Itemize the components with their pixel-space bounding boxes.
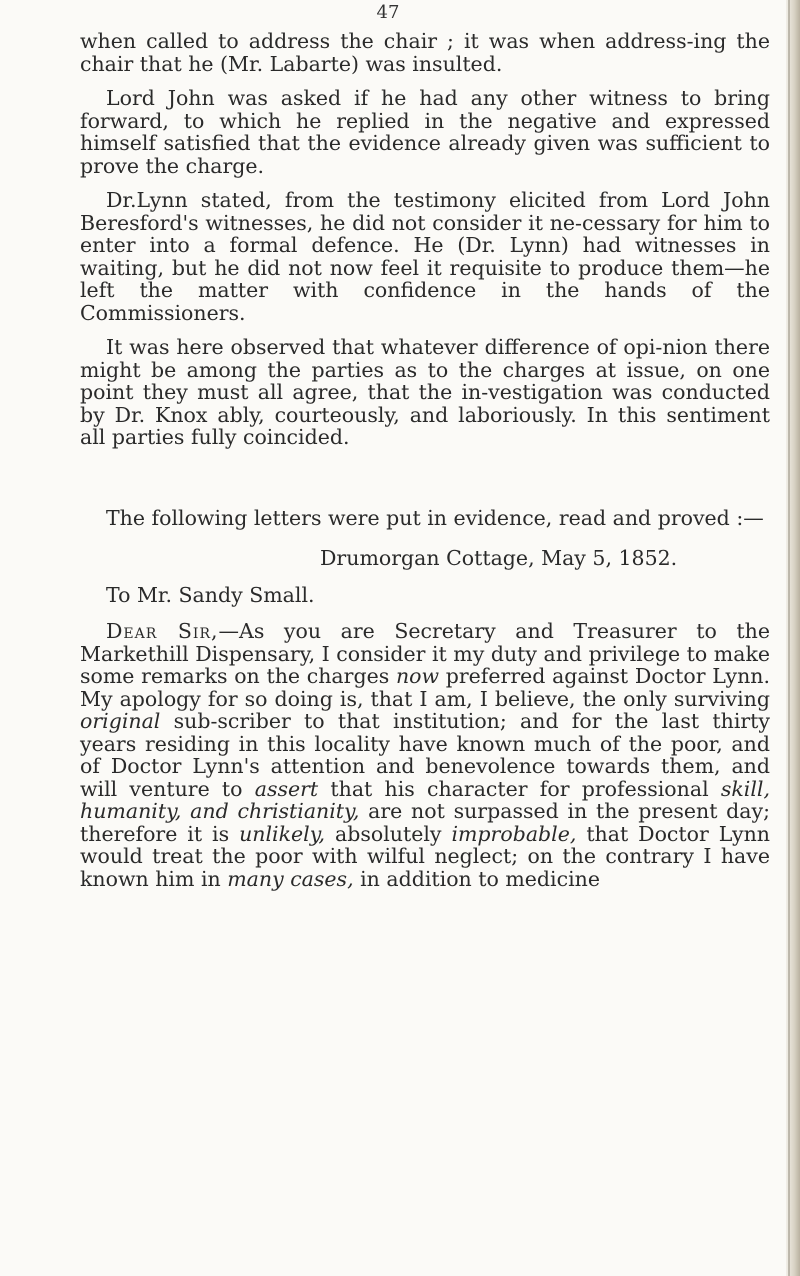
letter-emphasis-2: original xyxy=(80,709,161,733)
letter-salutation: Dear Sir, xyxy=(106,619,219,643)
letter-text-2: preferred against Doctor Lynn. My apology for so doing is, that I am, I believe, the only surviving xyxy=(80,664,770,711)
page-edge-line xyxy=(788,0,790,1276)
letter-emphasis-3: assert xyxy=(254,776,319,801)
letter-text-8: in addition to medicine xyxy=(353,866,600,891)
page-number: 47 xyxy=(376,2,400,23)
letter-dateline: Drumorgan Cottage, May 5, 1852. xyxy=(320,546,678,570)
letter-text-5: are not surpassed in the present day; therefore it is xyxy=(80,799,771,846)
letter-text-3: sub-scriber to that institution; and for the last thirty years residing in this locality have known much of the poor, and of Doctor Lynn's attention and benevolence towards them, and will venture to xyxy=(80,709,770,801)
page-body xyxy=(80,30,770,890)
letter-emphasis-5: unlikely, xyxy=(239,821,326,846)
paragraph-5: The following letters were put in evidence, read and proved :— xyxy=(106,505,764,530)
letter-text-4: that his character for professional xyxy=(318,776,721,801)
paragraph-1: when called to address the chair ; it was when address-ing the chair that he (Mr. Labarte) was insulted. xyxy=(80,29,770,76)
letter-recipient: To Mr. Sandy Small. xyxy=(106,582,315,607)
letter-text-7: that Doctor Lynn would treat the poor with wilful neglect; on the contrary I have known him in xyxy=(80,821,770,891)
letter-body xyxy=(80,620,770,890)
letter-emphasis-1: now xyxy=(395,664,440,688)
paragraph-4: It was here observed that whatever difference of opi-nion there might be among the parties as to the charges at issue, on one point they must all agree, that the in-vestigation was conducted by Dr. Knox ably, courteously, and laboriously. In this sentiment all parties fully coincided. xyxy=(80,335,770,449)
letter-emphasis-7: many cases, xyxy=(227,866,354,891)
letter-text-1: —As you are Secretary and Treasurer to the Markethill Dispensary, I consider it my duty and privilege to make some remarks on the charges xyxy=(80,619,770,688)
letter-emphasis-4: skill, humanity, and christianity, xyxy=(80,776,770,823)
paragraph-2: Lord John was asked if he had any other witness to bring forward, to which he replied in the negative and expressed himself satisfied that the evidence already given was sufficient to prove the charge. xyxy=(80,86,770,178)
letter-text-6: absolutely xyxy=(325,821,452,846)
paragraph-3: Dr.Lynn stated, from the testimony elicited from Lord John Beresford's witnesses, he did not consider it ne-cessary for him to enter into a formal defence. He (Dr. Lynn) had witnesses in waiting, but he did not now feel it requisite to produce them—he left the matter with confidence in the hands of the Commissioners. xyxy=(80,188,770,325)
letter-emphasis-6: improbable, xyxy=(451,821,577,846)
